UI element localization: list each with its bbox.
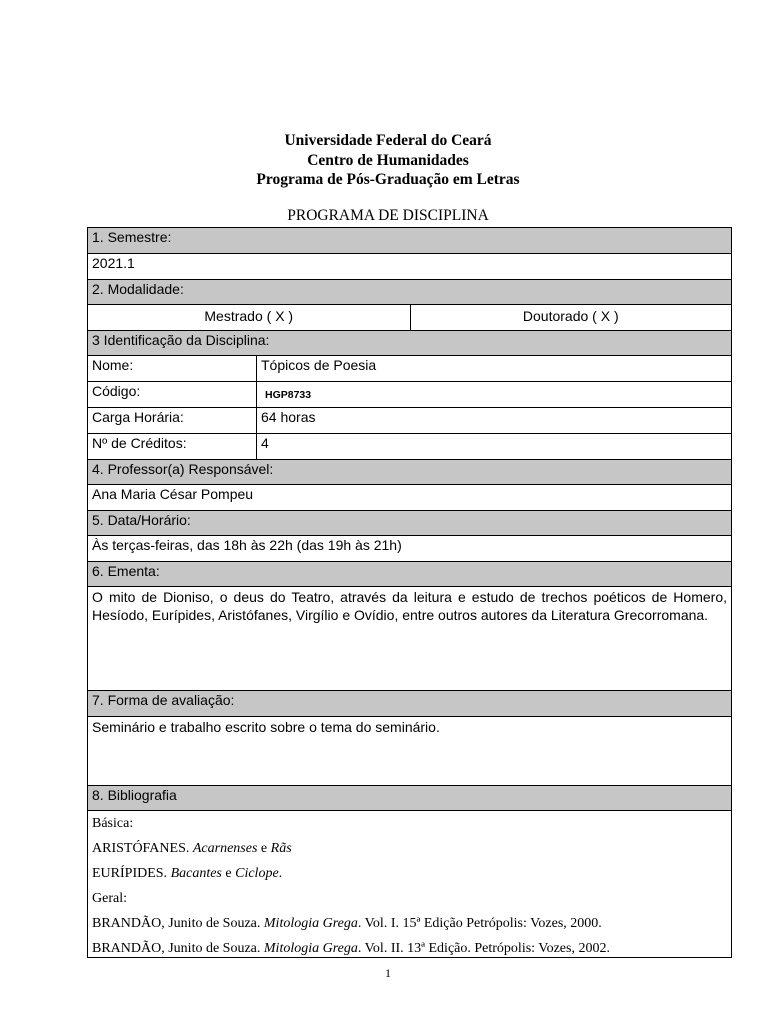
university-name: Universidade Federal do Ceará (284, 132, 492, 149)
mestrado-option: Mestrado ( X ) (204, 308, 294, 324)
professor-value-row (88, 485, 731, 511)
workload-value: 64 horas (261, 409, 316, 425)
modality-header-row (88, 280, 731, 305)
general-label: Geral: (92, 891, 127, 906)
document-header (0, 131, 768, 190)
semester-value-row (88, 254, 731, 280)
modality-options-row (88, 305, 731, 331)
semester-value: 2021.1 (92, 255, 135, 271)
evaluation-header-row (88, 691, 731, 717)
bibliography-entry: EURÍPIDES. Bacantes e Ciclope. (92, 866, 283, 881)
code-value: HGP8733 (265, 389, 312, 401)
page-number: 1 (385, 966, 391, 980)
modality-label: 2. Modalidade: (92, 281, 184, 297)
evaluation-label: 7. Forma de avaliação: (92, 692, 235, 708)
name-label: Nome: (88, 356, 257, 381)
basic-label: Básica: (92, 816, 134, 831)
schedule-value: Às terças-feiras, das 18h às 22h (das 19h às 21h) (92, 537, 402, 553)
schedule-label: 5. Data/Horário: (92, 512, 191, 528)
identification-header-row (88, 331, 731, 356)
ementa-label: 6. Ementa: (92, 563, 160, 579)
bibliography-entry: ARISTÓFANES. Acarnenses e Rãs (92, 841, 292, 856)
bibliography-header-row (88, 786, 731, 811)
credits-label: Nº de Créditos: (88, 434, 257, 459)
ementa-header-row (88, 562, 731, 587)
document-title: PROGRAMA DE DISCIPLINA (287, 207, 489, 224)
workload-label: Carga Horária: (88, 408, 257, 433)
name-value: Tópicos de Poesia (261, 357, 377, 373)
bibliography-content-row (88, 811, 731, 957)
name-row (88, 356, 731, 382)
code-row (88, 382, 731, 408)
workload-row (88, 408, 731, 434)
bibliography-label: 8. Bibliografia (92, 787, 177, 803)
evaluation-value-row (88, 717, 731, 786)
bibliography-entry: BRANDÃO, Junito de Souza. Mitologia Grega. Vol. I. 15ª Edição Petrópolis: Vozes, 2000. (92, 916, 602, 931)
semester-label: 1. Semestre: (92, 229, 172, 245)
semester-header-row (88, 228, 731, 254)
doutorado-option: Doutorado ( X ) (410, 305, 732, 330)
bibliography-entry: BRANDÃO, Junito de Souza. Mitologia Grega. Vol. II. 13ª Edição. Petrópolis: Vozes, 2002. (92, 941, 610, 956)
center-name: Centro de Humanidades (307, 151, 469, 169)
credits-row (88, 434, 731, 460)
professor-label: 4. Professor(a) Responsável: (92, 461, 274, 477)
professor-value: Ana Maria César Pompeu (92, 486, 254, 502)
ementa-text: O mito de Dioniso, o deus do Teatro, através da leitura e estudo de trechos poéticos de Homero, Hesíodo, Eurípides, Aristófanes, Virgílio e Ovídio, entre outros autores da Literatura Grecorromana. (92, 589, 727, 623)
code-label: Código: (88, 382, 257, 407)
ementa-value-row (88, 587, 731, 691)
schedule-value-row (88, 536, 731, 562)
program-name: Programa de Pós-Graduação em Letras (256, 171, 520, 188)
evaluation-text: Seminário e trabalho escrito sobre o tema do seminário. (92, 719, 440, 735)
schedule-header-row (88, 511, 731, 536)
professor-header-row (88, 460, 731, 485)
credits-value: 4 (261, 435, 269, 451)
bibliography-content (88, 811, 731, 957)
discipline-form (87, 227, 732, 958)
identification-label: 3 Identificação da Disciplina: (92, 332, 270, 348)
